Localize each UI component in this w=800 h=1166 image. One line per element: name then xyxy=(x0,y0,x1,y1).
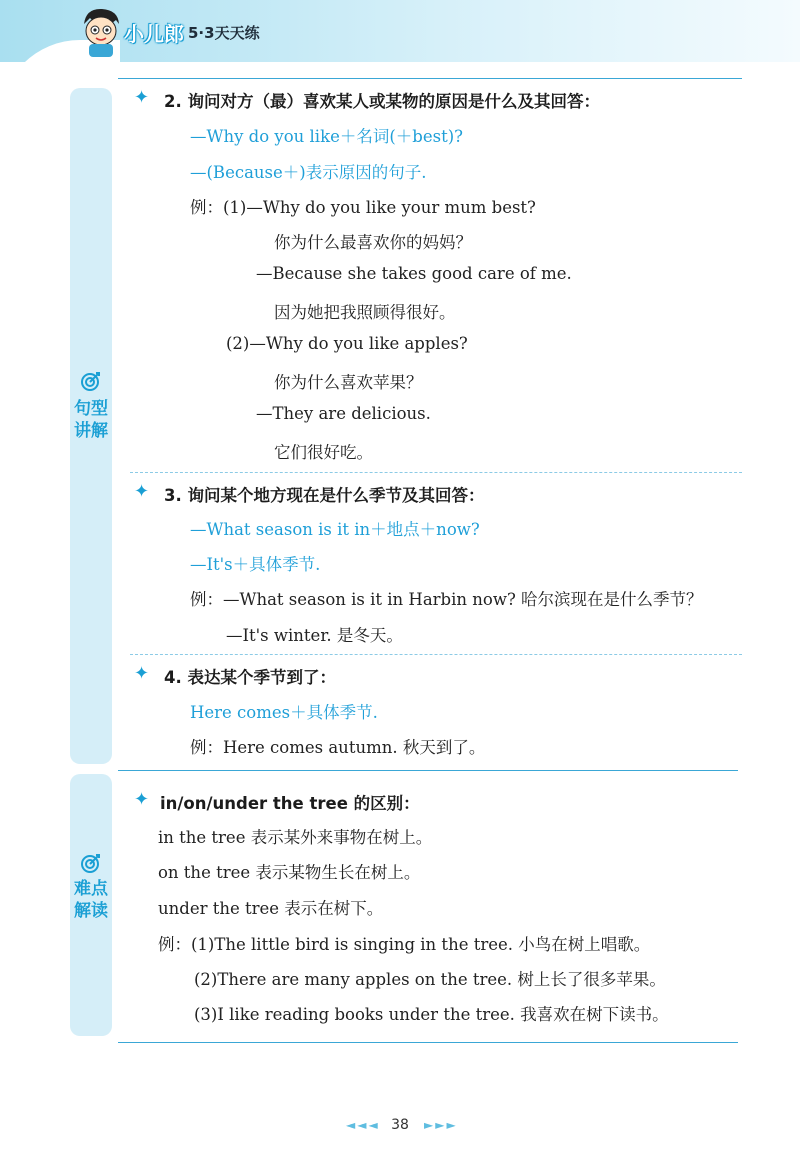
item3-example-answer: —It's winter. 是冬天。 xyxy=(226,626,403,645)
brand-logo: 小儿郎 xyxy=(124,22,184,46)
item2-example2-question: (2)—Why do you like apples? xyxy=(226,334,468,353)
item3-pattern-question: —What season is it in＋地点＋now? xyxy=(190,520,480,539)
difficulty-example2: (2)There are many apples on the tree. 树上长了很多苹果。 xyxy=(194,970,666,989)
item3-heading: 3. 询问某个地方现在是什么季节及其回答： xyxy=(164,486,485,505)
difficulty-line-on: on the tree 表示某物生长在树上。 xyxy=(158,863,421,882)
difficulty-example1: 例：(1)The little bird is singing in the tree. 小鸟在树上唱歌。 xyxy=(158,935,651,954)
item3-example-question: 例：—What season is it in Harbin now? 哈尔滨现在是什么季节？ xyxy=(190,590,703,609)
item2-example1-answer-cn: 因为她把我照顾得很好。 xyxy=(274,303,456,322)
item4-pattern: Here comes＋具体季节. xyxy=(190,703,378,722)
middle-rule xyxy=(118,770,738,771)
sidebar-section-difficulty xyxy=(70,774,112,1036)
top-rule xyxy=(118,78,742,79)
diamond-star-icon: ✦ xyxy=(134,789,150,810)
target-icon xyxy=(80,852,102,874)
right-arrows-icon: ►►► xyxy=(424,1118,458,1132)
item2-pattern-question: —Why do you like＋名词(＋best)? xyxy=(190,127,463,146)
item2-example1-answer: —Because she takes good care of me. xyxy=(256,264,572,283)
section-divider xyxy=(130,654,742,655)
item2-example2-answer: —They are delicious. xyxy=(256,404,431,423)
item2-example1-question-cn: 你为什么最喜欢你的妈妈？ xyxy=(274,233,472,252)
sidebar-label-sentence: 句型讲解 xyxy=(74,399,108,441)
item2-example2-answer-cn: 它们很好吃。 xyxy=(274,443,373,462)
sidebar-section-sentence xyxy=(70,88,112,764)
diamond-star-icon: ✦ xyxy=(134,663,150,684)
item2-example1-question: 例：(1)—Why do you like your mum best? xyxy=(190,198,536,217)
item2-pattern-answer: —(Because＋)表示原因的句子. xyxy=(190,163,427,182)
difficulty-line-under: under the tree 表示在树下。 xyxy=(158,899,384,918)
target-icon xyxy=(80,370,102,392)
difficulty-example3: (3)I like reading books under the tree. 我喜欢在树下读书。 xyxy=(194,1005,669,1024)
mascot-logo-icon xyxy=(78,6,124,58)
item2-heading: 2. 询问对方（最）喜欢某人或某物的原因是什么及其回答： xyxy=(164,92,600,111)
sidebar-label-difficulty: 难点解读 xyxy=(74,879,108,921)
item4-heading: 4. 表达某个季节到了： xyxy=(164,668,336,687)
section-divider xyxy=(130,472,742,473)
series-title: 5·3天天练 xyxy=(188,24,260,42)
difficulty-line-in: in the tree 表示某外来事物在树上。 xyxy=(158,828,433,847)
page-number: 38 xyxy=(391,1117,409,1133)
difficulty-heading: in/on/under the tree 的区别： xyxy=(160,794,420,813)
item4-example: 例：Here comes autumn. 秋天到了。 xyxy=(190,738,486,757)
item3-pattern-answer: —It's＋具体季节. xyxy=(190,555,321,574)
item2-example2-question-cn: 你为什么喜欢苹果？ xyxy=(274,373,423,392)
left-arrows-icon: ◄◄◄ xyxy=(346,1118,380,1132)
diamond-star-icon: ✦ xyxy=(134,87,150,108)
diamond-star-icon: ✦ xyxy=(134,481,150,502)
bottom-rule xyxy=(118,1042,738,1043)
